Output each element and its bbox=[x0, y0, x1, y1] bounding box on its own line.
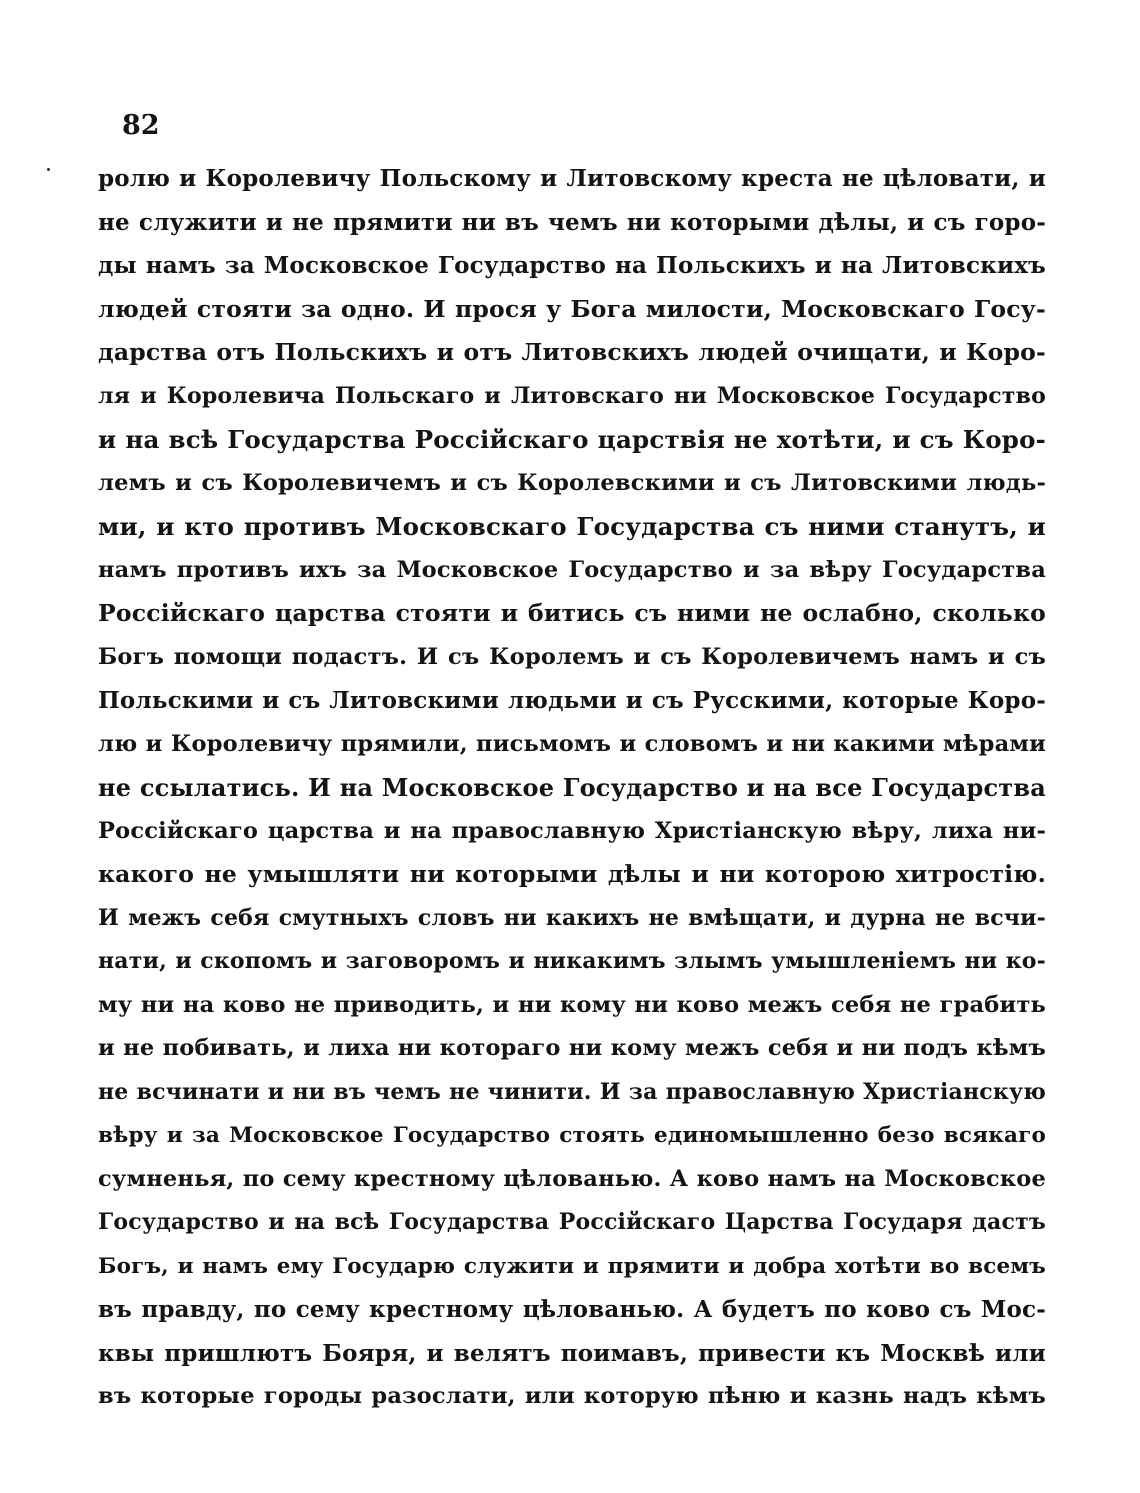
text-line: сумненья, по сему крестному цѣлованью. А ково намъ на Московское bbox=[98, 1165, 1046, 1192]
text-line: Россійскаго царства стояти и битись съ ними не ослабно, сколько bbox=[98, 599, 1046, 627]
text-line: ролю и Королевичу Польскому и Литовскому креста не цѣловати, и bbox=[98, 165, 1046, 192]
text-line: не ссылатись. И на Московское Государство и на все Государства bbox=[98, 773, 1046, 802]
text-line: въ которые городы разослати, или которую пѣню и казнь надъ кѣмъ bbox=[98, 1383, 1046, 1409]
text-line: лю и Королевичу прямили, письмомъ и словомъ и ни какими мѣрами bbox=[98, 730, 1046, 757]
text-line: Богъ, и намъ ему Государю служити и прямити и добра хотѣти во всемъ bbox=[98, 1253, 1046, 1279]
text-line: ми, и кто противъ Московскаго Государства съ ними станутъ, и bbox=[98, 512, 1046, 541]
text-line: дарства отъ Польскихъ и отъ Литовскихъ людей очищати, и Коро- bbox=[98, 338, 1046, 366]
text-line: не всчинати и ни въ чемъ не чинити. И за православную Христіанскую bbox=[98, 1078, 1046, 1105]
text-line: Государство и на всѣ Государства Россійскаго Царства Государя дастъ bbox=[98, 1209, 1046, 1235]
text-line: Богъ помощи подастъ. И съ Королемъ и съ Королевичемъ намъ и съ bbox=[98, 643, 1046, 670]
text-line: лемъ и съ Королевичемъ и съ Королевскими и съ Литовскими людь- bbox=[98, 469, 1046, 496]
text-line: людей стояти за одно. И прося у Бога милости, Московскаго Госу- bbox=[98, 294, 1046, 323]
text-line: ды намъ за Московское Государство на Польскихъ и на Литовскихъ bbox=[98, 252, 1046, 279]
text-line: квы пришлютъ Бояря, и велятъ поимавъ, привести къ Москвѣ или bbox=[98, 1339, 1046, 1367]
text-line: и не побивать, и лиха ни котораго ни кому межъ себя и ни подъ кѣмъ bbox=[98, 1035, 1046, 1061]
text-line: му ни на ково не приводить, и ни кому ни ково межъ себя не грабить bbox=[98, 991, 1046, 1018]
page-number: 82 bbox=[122, 110, 160, 141]
text-line: и на всѣ Государства Россійскаго царствія не хотѣти, и съ Коро- bbox=[98, 425, 1046, 454]
text-line: въ правду, по сему крестному цѣлованью. А будетъ по ково съ Мос- bbox=[98, 1296, 1046, 1323]
text-line: вѣру и за Московское Государство стоять единомышленно безо всякаго bbox=[98, 1123, 1046, 1148]
text-line: нати, и скопомъ и заговоромъ и никакимъ злымъ умышленіемъ ни ко- bbox=[98, 948, 1046, 974]
text-line: не служити и не прямити ни въ чемъ ни которыми дѣлы, и съ горо- bbox=[98, 208, 1046, 236]
margin-ink-mark bbox=[47, 168, 50, 171]
text-line: Россійскаго царства и на православную Христіанскую вѣру, лиха ни- bbox=[98, 817, 1046, 844]
text-line: Польскими и съ Литовскими людьми и съ Русскими, которые Коро- bbox=[98, 687, 1046, 714]
text-line: какого не умышляти ни которыми дѣлы и ни которою хитростію. bbox=[98, 860, 1046, 888]
text-line: ля и Королевича Польскаго и Литовскаго ни Московское Государство bbox=[98, 382, 1046, 409]
body-text bbox=[98, 157, 1046, 1419]
text-line: намъ противъ ихъ за Московское Государство и за вѣру Государства bbox=[98, 556, 1046, 583]
text-line: И межъ себя смутныхъ словъ ни какихъ не вмѣщати, и дурна не всчи- bbox=[98, 904, 1046, 931]
